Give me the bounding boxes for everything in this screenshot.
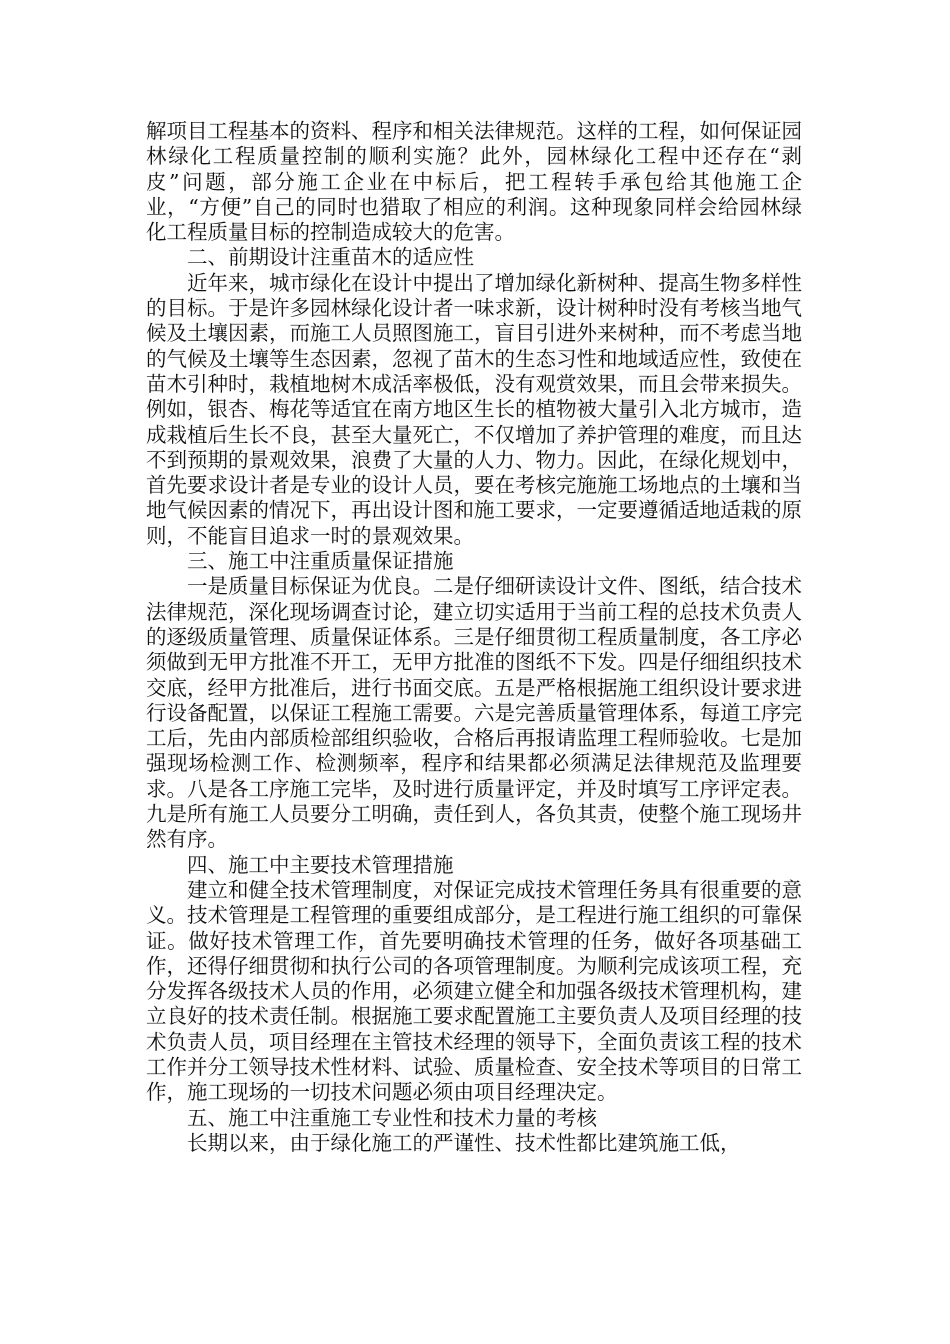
paragraph-intro: 解项目工程基本的资料、程序和相关法律规范。这样的工程，如何保证园林绿化工程质量控制的顺利实施？此外，园林绿化工程中还存在“剥皮”问题，部分施工企业在中标后，把工程转手承包给其他施工企业，“方便”自己的同时也猎取了相应的利润。这种现象同样会给园林绿化工程质量目标的控制造成较大的危害。: [146, 119, 802, 245]
section-heading-4: 四、施工中主要技术管理措施: [187, 852, 454, 877]
paragraph-section-2: 近年来，城市绿化在设计中提出了增加绿化新树种、提高生物多样性的目标。于是许多园林绿化设计者一味求新，设计树种时没有考核当地气候及土壤因素，而施工人员照图施工，盲目引进外来树种，而不考虑当地的气候及土壤等生态因素，忽视了苗木的生态习性和地域适应性，致使在苗木引种时，栽植地树木成活率极低，没有观赏效果，而且会带来损失。例如，银杏、梅花等适宜在南方地区生长的植物被大量引入北方城市，造成栽植后生长不良，甚至大量死亡，不仅增加了养护管理的难度，而且达不到预期的景观效果，浪费了大量的人力、物力。因此，在绿化规划中，首先要求设计者是专业的设计人员，要在考核完施施工场地点的土壤和当地气候因素的情况下，再出设计图和施工要求，一定要遵循适地适栽的原则，不能盲目追求一时的景观效果。: [146, 270, 802, 548]
section-heading-3: 三、施工中注重质量保证措施: [187, 549, 454, 574]
paragraph-section-5: 长期以来，由于绿化施工的严谨性、技术性都比建筑施工低，: [187, 1130, 741, 1155]
paragraph-section-4: 建立和健全技术管理制度，对保证完成技术管理任务具有很重要的意义。技术管理是工程管理的重要组成部分，是工程进行施工组织的可靠保证。做好技术管理工作，首先要明确技术管理的任务，做好各项基础工作，还得仔细贯彻和执行公司的各项管理制度。为顺利完成该项工程，充分发挥各级技术人员的作用，必须建立健全和加强各级技术管理机构，建立良好的技术责任制。根据施工要求配置施工主要负责人及项目经理的技术负责人员，项目经理在主管技术经理的领导下，全面负责该工程的技术工作并分工领导技术性材料、试验、质量检查、安全技术等项目的日常工作，施工现场的一切技术问题必须由项目经理决定。: [146, 877, 802, 1105]
section-heading-2: 二、前期设计注重苗木的适应性: [187, 245, 474, 270]
paragraph-section-3: 一是质量目标保证为优良。二是仔细研读设计文件、图纸，结合技术法律规范，深化现场调查讨论，建立切实适用于当前工程的总技术负责人的逐级质量管理、质量保证体系。三是仔细贯彻工程质量制度，各工序必须做到无甲方批准不开工，无甲方批准的图纸不下发。四是仔细组织技术交底，经甲方批准后，进行书面交底。五是严格根据施工组织设计要求进行设备配置，以保证工程施工需要。六是完善质量管理体系，每道工序完工后，先由内部质检部组织验收，合格后再报请监理工程师验收。七是加强现场检测工作、检测频率，程序和结果都必须满足法律规范及监理要求。八是各工序施工完毕，及时进行质量评定，并及时填写工序评定表。九是所有施工人员要分工明确，责任到人，各负其责，使整个施工现场井然有序。: [146, 574, 802, 852]
section-heading-5: 五、施工中注重施工专业性和技术力量的考核: [187, 1105, 597, 1130]
document-page: [146, 119, 802, 1156]
